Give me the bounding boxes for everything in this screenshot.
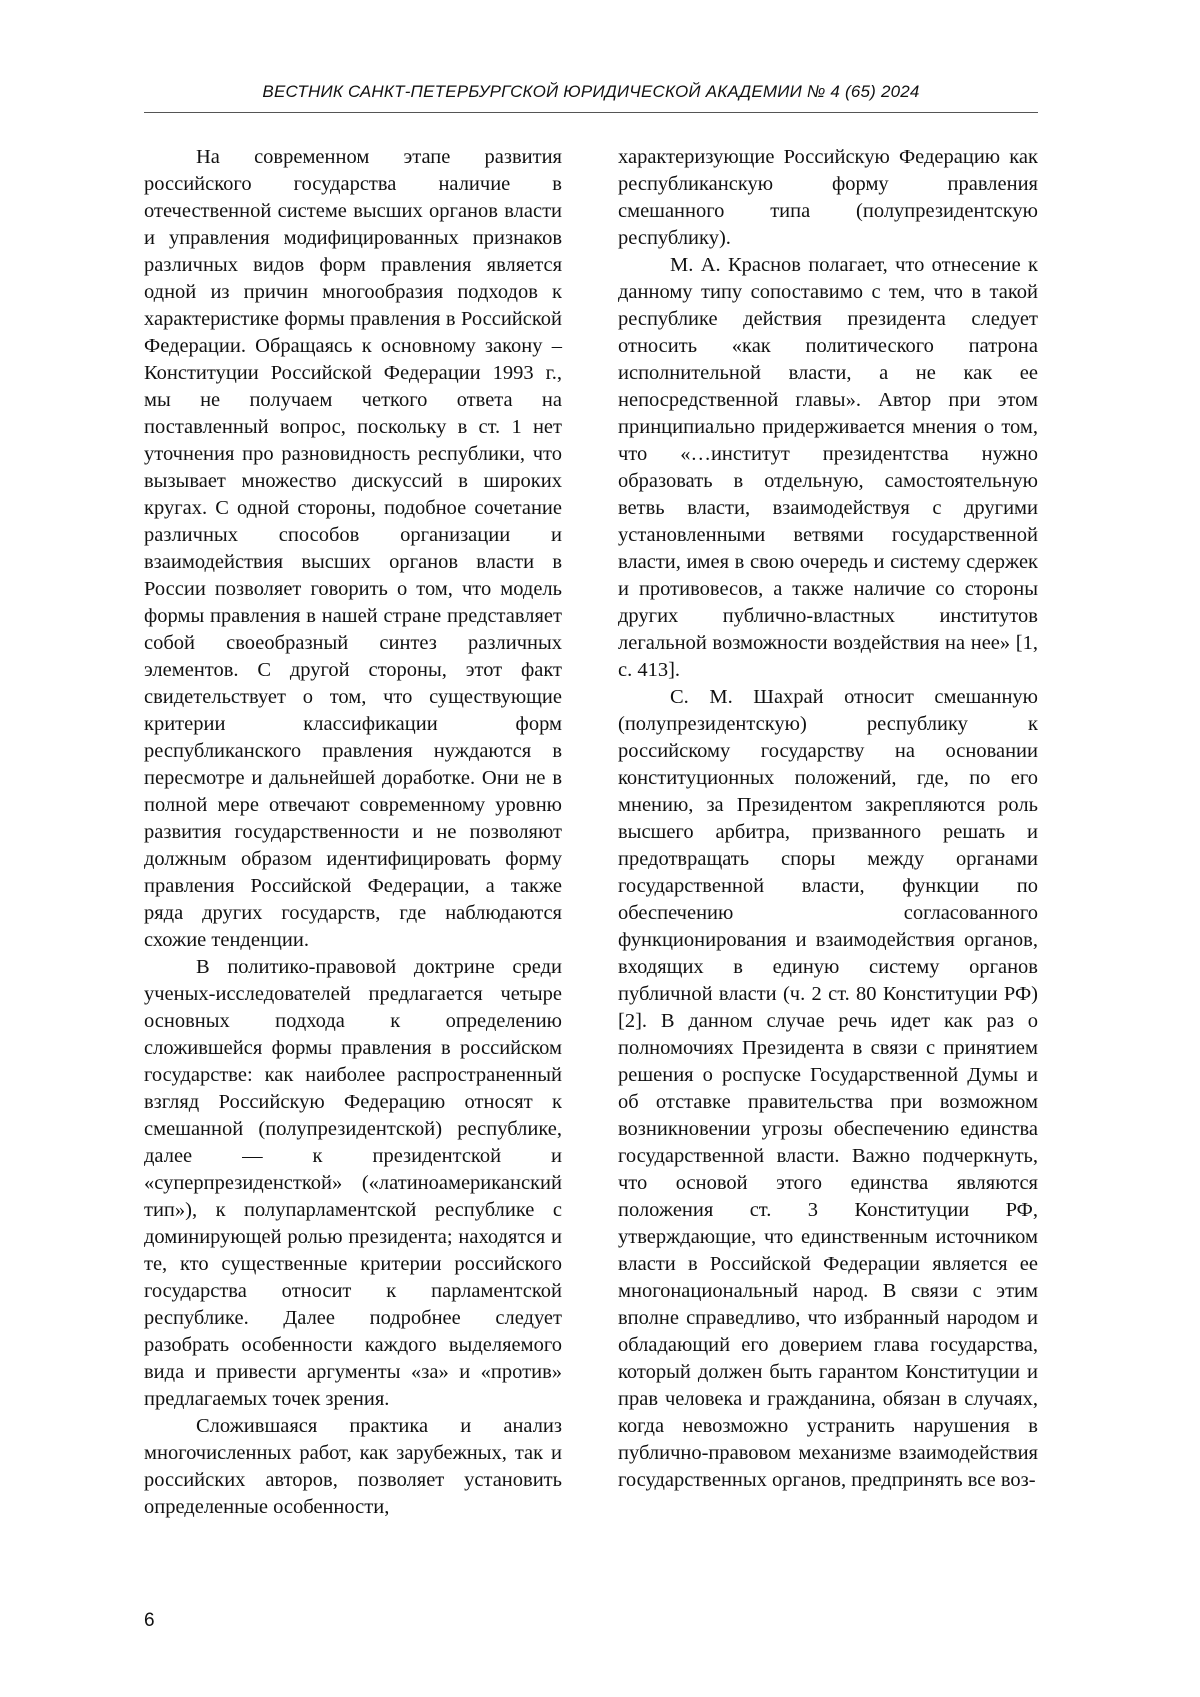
- left-column: [144, 144, 562, 1521]
- paragraph: М. А. Краснов полагает, что отнесение к данному типу сопоставимо с тем, что в такой республике действия президента следует относить «как политического патрона исполнительной власти, а не как ее непосредственной главы». Автор при этом принципиально придерживается мнения о том, что «…институт президентства нужно образовать в отдельную, самостоятельную ветвь власти, взаимодействуя с другими установленными ветвями государственной власти, имея в свою очередь и систему сдержек и противовесов, а также наличие со стороны других публично-властных институтов легальной возможности воздействия на нее» [1, с. 413].: [618, 254, 1038, 681]
- paragraph: На современном этапе развития российского государства наличие в отечественной системе высших органов власти и управления модифицированных признаков различных видов форм правления является одной из причин многообразия подходов к характеристике формы правления в Российской Федерации. Обращаясь к основному закону – Конституции Российской Федерации 1993 г., мы не получаем четкого ответа на поставленный вопрос, поскольку в ст. 1 нет уточнения про разновидность республики, что вызывает множество дискуссий в широких кругах. С одной стороны, подобное сочетание различных способов организации и взаимодействия высших органов власти в России позволяет говорить о том, что модель формы правления в нашей стране представляет собой своеобразный синтез различных элементов. С другой стороны, этот факт свидетельствует о том, что существующие критерии классификации форм республиканского правления нуждаются в пересмотре и дальнейшей доработке. Они не в полной мере отвечают современному уровню развития государственности и не позволяют должным образом идентифицировать форму правления Российской Федерации, а также ряда других государств, где наблюдаются схожие тенденции.: [144, 146, 562, 951]
- page-number: 6: [144, 1610, 155, 1631]
- header-divider: [144, 112, 1038, 113]
- right-column: [618, 144, 1038, 1494]
- running-header: ВЕСТНИК САНКТ-ПЕТЕРБУРГСКОЙ ЮРИДИЧЕСКОЙ АКАДЕМИИ № 4 (65) 2024: [262, 82, 920, 101]
- paragraph-continuation: характеризующие Российскую Федерацию как республиканскую форму правления смешанного типа (полупрезидентскую республику).: [618, 146, 1038, 249]
- paragraph: Сложившаяся практика и анализ многочисленных работ, как зарубежных, так и российских авторов, позволяет установить определенные особенности,: [144, 1415, 562, 1518]
- paragraph: С. М. Шахрай относит смешанную (полупрезидентскую) республику к российскому государству на основании конституционных положений, где, по его мнению, за Президентом закрепляются роль высшего арбитра, призванного решать и предотвращать споры между органами государственной власти, функции по обеспечению согласованного функционирования и взаимодействия органов, входящих в единую систему органов публичной власти (ч. 2 ст. 80 Конституции РФ) [2]. В данном случае речь идет как раз о полномочиях Президента в связи с принятием решения о роспуске Государственной Думы и об отставке правительства при возможном возникновении угрозы обеспечению единства государственной власти. Важно подчеркнуть, что основой этого единства являются положения ст. 3 Конституции РФ, утверждающие, что единственным источником власти в Российской Федерации является ее многонациональный народ. В связи с этим вполне справедливо, что избранный народом и обладающий его доверием глава государства, который должен быть гарантом Конституции и прав человека и гражданина, обязан в случаях, когда невозможно устранить нарушения в публично-правовом механизме взаимодействия государственных органов, предпринять все воз-: [618, 686, 1038, 1491]
- paragraph: В политико-правовой доктрине среди ученых-исследователей предлагается четыре основных подхода к определению сложившейся формы правления в российском государстве: как наиболее распространенный взгляд Российскую Федерацию относят к смешанной (полупрезидентской) республике, далее — к президентской и «суперпрезиденсткой» («латиноамериканский тип»), к полупарламентской республике с доминирующей ролью президента; находятся и те, кто существенные критерии российского государства относит к парламентской республике. Далее подробнее следует разобрать особенности каждого выделяемого вида и привести аргументы «за» и «против» предлагаемых точек зрения.: [144, 956, 562, 1410]
